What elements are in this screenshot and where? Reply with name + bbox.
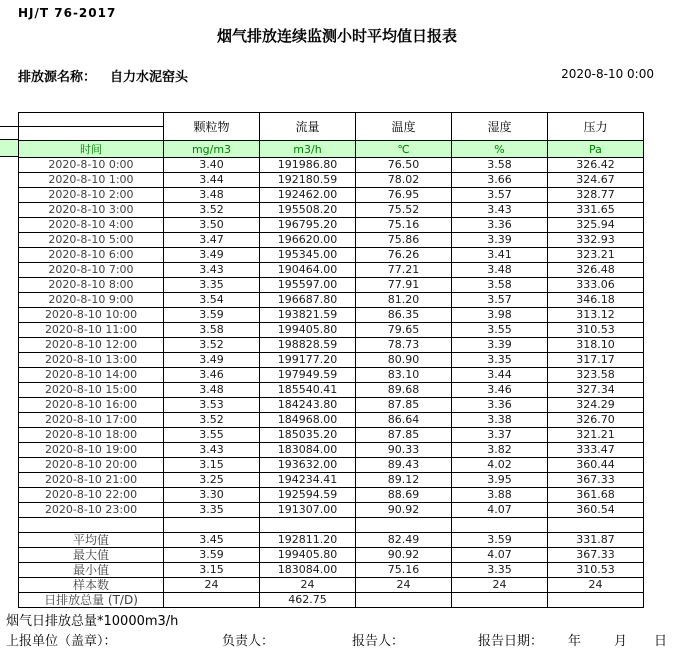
summary-rows [19,533,644,608]
hour-row-value-cell: 184243.80 [260,398,356,413]
hour-row-value-cell: 313.12 [548,308,644,323]
hour-row-value-cell: 3.35 [164,278,260,293]
hour-row-value-cell: 3.57 [452,293,548,308]
column-header-pm: 颗粒物 [164,113,260,141]
hour-row-value-cell: 3.47 [164,233,260,248]
hour-row-value-cell: 3.39 [452,338,548,353]
summary-row-value-cell: 3.45 [164,533,260,548]
hour-row-value-cell: 323.21 [548,248,644,263]
responsible-person-label: 负责人： [222,634,275,649]
summary-row-label-cell: 样本数 [19,578,164,593]
hour-row-value-cell: 3.44 [452,368,548,383]
hour-row-value-cell: 331.65 [548,203,644,218]
hour-row-value-cell: 3.58 [452,278,548,293]
emission-source-value: 自力水泥窑头 [110,70,189,85]
hour-row-value-cell: 3.40 [164,158,260,173]
hourly-data-rows [19,158,644,518]
hour-row-value-cell: 3.43 [452,203,548,218]
hour-row-value-cell: 324.29 [548,398,644,413]
hour-row-value-cell: 325.94 [548,218,644,233]
hour-row-value-cell: 3.15 [164,458,260,473]
hour-row-value-cell: 4.07 [452,503,548,518]
hour-row-value-cell: 317.17 [548,353,644,368]
hour-row-value-cell: 191307.00 [260,503,356,518]
hour-row [19,413,644,428]
hour-row-label-cell: 2020-8-10 13:00 [19,353,164,368]
hour-row-value-cell: 77.91 [356,278,452,293]
hour-row-value-cell: 195345.00 [260,248,356,263]
hour-row-value-cell: 79.65 [356,323,452,338]
report-date-label: 报告日期： [478,634,544,649]
hour-row-value-cell: 323.58 [548,368,644,383]
hour-row-label-cell: 2020-8-10 6:00 [19,248,164,263]
hour-row [19,383,644,398]
reporter-label: 报告人： [352,634,405,649]
hour-row-value-cell: 86.35 [356,308,452,323]
summary-row-value-cell: 199405.80 [260,548,356,563]
summary-row-value-cell: 310.53 [548,563,644,578]
year-label: 年 [568,634,582,649]
unit-row [19,141,644,158]
hour-row-value-cell: 75.16 [356,218,452,233]
hour-row [19,278,644,293]
summary-row-value-cell: 192811.20 [260,533,356,548]
hour-row-value-cell: 3.36 [452,218,548,233]
hour-row-value-cell: 3.52 [164,338,260,353]
column-header-humidity: 湿度 [452,113,548,141]
hour-row-value-cell: 361.68 [548,488,644,503]
hour-row-label-cell: 2020-8-10 16:00 [19,398,164,413]
hour-row-label-cell: 2020-8-10 3:00 [19,203,164,218]
hour-row-value-cell: 3.48 [164,188,260,203]
report-time: 2020-8-10 0:00 [561,67,654,81]
empty-corner-cell [19,127,164,141]
summary-row-value-cell: 90.92 [356,548,452,563]
hour-row-value-cell: 3.88 [452,488,548,503]
hour-row-value-cell: 86.64 [356,413,452,428]
hour-row-label-cell: 2020-8-10 14:00 [19,368,164,383]
hour-row-label-cell: 2020-8-10 12:00 [19,338,164,353]
hour-row-value-cell: 324.67 [548,173,644,188]
hour-row [19,203,644,218]
summary-row-value-cell: 24 [260,578,356,593]
hour-row-value-cell: 192594.59 [260,488,356,503]
hour-row-value-cell: 3.49 [164,248,260,263]
blank-row [19,518,644,533]
hour-row-value-cell: 367.33 [548,473,644,488]
column-header-temperature: 温度 [356,113,452,141]
summary-row-value-cell [356,593,452,608]
hour-row-label-cell: 2020-8-10 4:00 [19,218,164,233]
summary-row-value-cell: 3.59 [452,533,548,548]
emission-source-line [18,66,188,85]
hour-row-value-cell: 81.20 [356,293,452,308]
summary-row-value-cell: 3.15 [164,563,260,578]
hour-row [19,308,644,323]
hour-row-value-cell: 327.34 [548,383,644,398]
hour-row-value-cell: 333.47 [548,443,644,458]
hour-row-label-cell: 2020-8-10 18:00 [19,428,164,443]
hour-row-value-cell: 183084.00 [260,443,356,458]
hour-row-value-cell: 3.66 [452,173,548,188]
hour-row-value-cell: 90.33 [356,443,452,458]
hour-row [19,503,644,518]
hour-row-value-cell: 3.25 [164,473,260,488]
hour-row-value-cell: 196620.00 [260,233,356,248]
hour-row-value-cell: 360.54 [548,503,644,518]
hour-row-value-cell: 3.54 [164,293,260,308]
hour-row-value-cell: 3.82 [452,443,548,458]
hour-row [19,398,644,413]
hour-row-value-cell: 3.36 [452,398,548,413]
emission-source-label: 排放源名称： [18,70,97,85]
summary-row [19,548,644,563]
hour-row-label-cell: 2020-8-10 5:00 [19,233,164,248]
hour-row-value-cell: 197949.59 [260,368,356,383]
hour-row-value-cell: 192180.59 [260,173,356,188]
hour-row-value-cell: 192462.00 [260,188,356,203]
hour-row-label-cell: 2020-8-10 9:00 [19,293,164,308]
summary-row-value-cell: 24 [548,578,644,593]
hour-row [19,338,644,353]
empty-corner-cell [19,113,164,127]
hour-row-value-cell: 185540.41 [260,383,356,398]
spacer-row [19,518,644,533]
column-header-pressure: 压力 [548,113,644,141]
hour-row-value-cell: 3.46 [452,383,548,398]
hour-row-value-cell: 3.52 [164,203,260,218]
hour-row-label-cell: 2020-8-10 15:00 [19,383,164,398]
hour-row-value-cell: 78.73 [356,338,452,353]
hour-row-value-cell: 321.21 [548,428,644,443]
hour-row-value-cell: 78.02 [356,173,452,188]
hour-row-value-cell: 199405.80 [260,323,356,338]
hour-row-value-cell: 3.49 [164,353,260,368]
hour-row-value-cell: 4.02 [452,458,548,473]
hour-row-value-cell: 80.90 [356,353,452,368]
summary-row-value-cell: 367.33 [548,548,644,563]
hour-row-value-cell: 3.48 [452,263,548,278]
hour-row [19,368,644,383]
table-header [19,113,644,158]
hour-row-value-cell: 310.53 [548,323,644,338]
summary-row-value-cell [548,593,644,608]
hour-row-value-cell: 3.57 [452,188,548,203]
hour-row [19,353,644,368]
hour-row-value-cell: 3.48 [164,383,260,398]
hour-row-value-cell: 360.44 [548,458,644,473]
hour-row-value-cell: 196795.20 [260,218,356,233]
hour-row-value-cell: 191986.80 [260,158,356,173]
hour-row-value-cell: 89.68 [356,383,452,398]
hour-row-value-cell: 3.41 [452,248,548,263]
unit-pressure: Pa [548,141,644,158]
hour-row-value-cell: 3.38 [452,413,548,428]
hour-row-value-cell: 3.43 [164,263,260,278]
hour-row [19,158,644,173]
monitoring-table [18,112,644,608]
hour-row-value-cell: 328.77 [548,188,644,203]
hour-row-value-cell: 3.39 [452,233,548,248]
hour-row-label-cell: 2020-8-10 20:00 [19,458,164,473]
summary-row-value-cell: 24 [452,578,548,593]
hour-row-value-cell: 3.55 [452,323,548,338]
hour-row-value-cell: 194234.41 [260,473,356,488]
hour-row-value-cell: 3.52 [164,413,260,428]
summary-row [19,593,644,608]
summary-row-value-cell [452,593,548,608]
hour-row-value-cell: 3.59 [164,308,260,323]
hour-row-value-cell: 3.35 [452,353,548,368]
unit-pm: mg/m3 [164,141,260,158]
hour-row-value-cell: 196687.80 [260,293,356,308]
hour-row-value-cell: 195597.00 [260,278,356,293]
column-header-flow: 流量 [260,113,356,141]
hour-row [19,218,644,233]
hour-row-label-cell: 2020-8-10 22:00 [19,488,164,503]
summary-row-value-cell: 183084.00 [260,563,356,578]
hour-row-value-cell: 333.06 [548,278,644,293]
standard-code: HJ/T 76-2017 [18,6,117,20]
header-row-top [19,113,644,127]
hour-row-value-cell: 75.86 [356,233,452,248]
hour-row-value-cell: 76.95 [356,188,452,203]
unit-temperature: ℃ [356,141,452,158]
hour-row-value-cell: 332.93 [548,233,644,248]
summary-row [19,578,644,593]
hour-row [19,443,644,458]
hour-row [19,473,644,488]
hour-row-value-cell: 184968.00 [260,413,356,428]
hour-row-label-cell: 2020-8-10 10:00 [19,308,164,323]
hour-row-value-cell: 3.44 [164,173,260,188]
unit-flow: m3/h [260,141,356,158]
signature-line [0,630,674,648]
hour-row [19,428,644,443]
hour-row-value-cell: 89.12 [356,473,452,488]
hour-row-value-cell: 3.35 [164,503,260,518]
summary-row [19,563,644,578]
hour-row-value-cell: 3.58 [452,158,548,173]
summary-row-value-cell [164,593,260,608]
summary-row-value-cell: 3.35 [452,563,548,578]
hour-row-label-cell: 2020-8-10 17:00 [19,413,164,428]
hour-row-value-cell: 76.26 [356,248,452,263]
time-column-label: 时间 [19,141,164,158]
hour-row-label-cell: 2020-8-10 8:00 [19,278,164,293]
daily-total-note: 烟气日排放总量*10000m3/h [6,614,179,629]
hour-row [19,263,644,278]
hour-row-value-cell: 3.43 [164,443,260,458]
hour-row-value-cell: 326.70 [548,413,644,428]
day-label: 日 [654,634,668,649]
month-label: 月 [614,634,628,649]
summary-row-value-cell: 24 [356,578,452,593]
hour-row [19,293,644,308]
reporting-unit-label: 上报单位（盖章）： [6,634,117,649]
hour-row-label-cell: 2020-8-10 1:00 [19,173,164,188]
summary-row [19,533,644,548]
hour-row-label-cell: 2020-8-10 2:00 [19,188,164,203]
hour-row-value-cell: 3.30 [164,488,260,503]
hour-row [19,188,644,203]
summary-row-value-cell: 82.49 [356,533,452,548]
hour-row-value-cell: 87.85 [356,428,452,443]
hour-row-label-cell: 2020-8-10 19:00 [19,443,164,458]
summary-row-value-cell: 24 [164,578,260,593]
hour-row-value-cell: 3.53 [164,398,260,413]
hour-row-value-cell: 198828.59 [260,338,356,353]
hour-row-value-cell: 88.69 [356,488,452,503]
hour-row-value-cell: 75.52 [356,203,452,218]
hour-row-value-cell: 3.50 [164,218,260,233]
hour-row [19,488,644,503]
hour-row-label-cell: 2020-8-10 7:00 [19,263,164,278]
page-title: 烟气排放连续监测小时平均值日报表 [216,27,457,45]
hour-row-label-cell: 2020-8-10 23:00 [19,503,164,518]
hour-row-value-cell: 190464.00 [260,263,356,278]
hour-row-value-cell: 3.98 [452,308,548,323]
hour-row-value-cell: 199177.20 [260,353,356,368]
summary-row-value-cell: 4.07 [452,548,548,563]
hour-row-label-cell: 2020-8-10 21:00 [19,473,164,488]
summary-row-value-cell: 3.59 [164,548,260,563]
hour-row-value-cell: 193632.00 [260,458,356,473]
summary-row-label-cell: 最小值 [19,563,164,578]
hour-row-value-cell: 346.18 [548,293,644,308]
summary-row-label-cell: 平均值 [19,533,164,548]
hour-row [19,458,644,473]
hour-row-value-cell: 87.85 [356,398,452,413]
hour-row-value-cell: 3.58 [164,323,260,338]
hour-row-value-cell: 89.43 [356,458,452,473]
hour-row-value-cell: 3.37 [452,428,548,443]
hour-row-value-cell: 77.21 [356,263,452,278]
hour-row-label-cell: 2020-8-10 11:00 [19,323,164,338]
summary-row-label-cell: 最大值 [19,548,164,563]
hour-row-value-cell: 318.10 [548,338,644,353]
summary-row-value-cell: 462.75 [260,593,356,608]
summary-row-label-cell: 日排放总量 (T/D) [19,593,164,608]
hour-row [19,173,644,188]
hour-row-value-cell: 3.95 [452,473,548,488]
hour-row [19,323,644,338]
hour-row-label-cell: 2020-8-10 0:00 [19,158,164,173]
summary-row-value-cell: 75.16 [356,563,452,578]
summary-row-value-cell: 331.87 [548,533,644,548]
hour-row-value-cell: 3.46 [164,368,260,383]
hour-row-value-cell: 185035.20 [260,428,356,443]
hour-row-value-cell: 83.10 [356,368,452,383]
hour-row [19,233,644,248]
unit-humidity: % [452,141,548,158]
hour-row [19,248,644,263]
row-line-extension [0,126,19,127]
hour-row-value-cell: 326.42 [548,158,644,173]
hour-row-value-cell: 90.92 [356,503,452,518]
hour-row-value-cell: 3.55 [164,428,260,443]
hour-row-value-cell: 195508.20 [260,203,356,218]
green-row-extension [0,140,19,157]
hour-row-value-cell: 76.50 [356,158,452,173]
hour-row-value-cell: 193821.59 [260,308,356,323]
hour-row-value-cell: 326.48 [548,263,644,278]
